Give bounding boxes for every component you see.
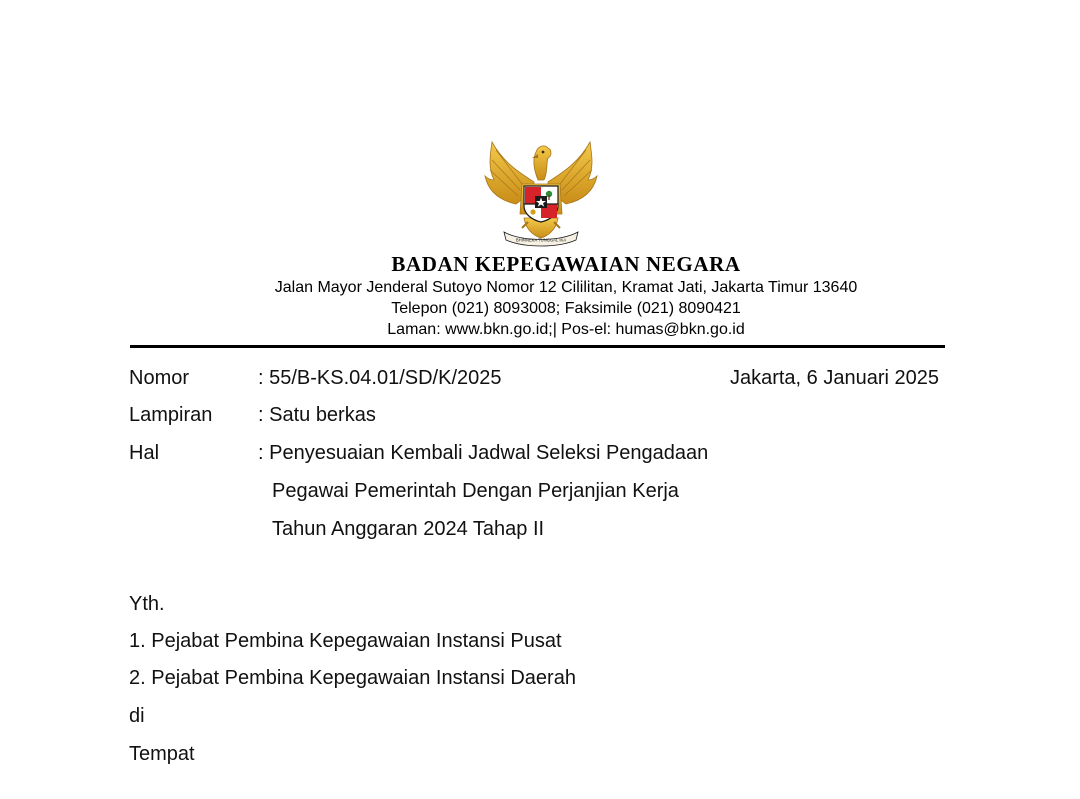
lampiran-value: : Satu berkas xyxy=(258,404,376,426)
salutation: Yth. xyxy=(129,593,165,615)
recipient-line-1: 1. Pejabat Pembina Kepegawaian Instansi Pusat xyxy=(129,630,562,652)
hal-line-1: : Penyesuaian Kembali Jadwal Seleksi Pengadaan xyxy=(258,442,709,464)
hal-line-2: Pegawai Pemerintah Dengan Perjanjian Kerja xyxy=(272,480,679,502)
phone-fax-line: Telepon (021) 8093008; Faksimile (021) 8090421 xyxy=(391,300,741,317)
garuda-pancasila-emblem xyxy=(482,134,600,250)
hal-label: Hal xyxy=(129,442,160,464)
letterhead-divider xyxy=(130,345,945,348)
organization-name: BADAN KEPEGAWAIAN NEGARA xyxy=(391,252,741,276)
address-line: Jalan Mayor Jenderal Sutoyo Nomor 12 Cililitan, Kramat Jati, Jakarta Timur 13640 xyxy=(274,279,858,296)
recipient-place: Tempat xyxy=(129,743,195,765)
hal-line-3: Tahun Anggaran 2024 Tahap II xyxy=(272,518,545,540)
web-email-line: Laman: www.bkn.go.id;| Pos-el: humas@bkn.go.id xyxy=(387,321,745,338)
nomor-label: Nomor xyxy=(129,367,190,389)
nomor-value: : 55/B-KS.04.01/SD/K/2025 xyxy=(258,367,502,389)
recipient-di: di xyxy=(129,705,145,727)
recipient-line-2: 2. Pejabat Pembina Kepegawaian Instansi Daerah xyxy=(129,667,576,689)
letter-date: Jakarta, 6 Januari 2025 xyxy=(729,367,939,389)
emblem-motto: BHINNEKA TUNGGAL IKA xyxy=(515,237,567,243)
lampiran-label: Lampiran xyxy=(129,404,213,426)
